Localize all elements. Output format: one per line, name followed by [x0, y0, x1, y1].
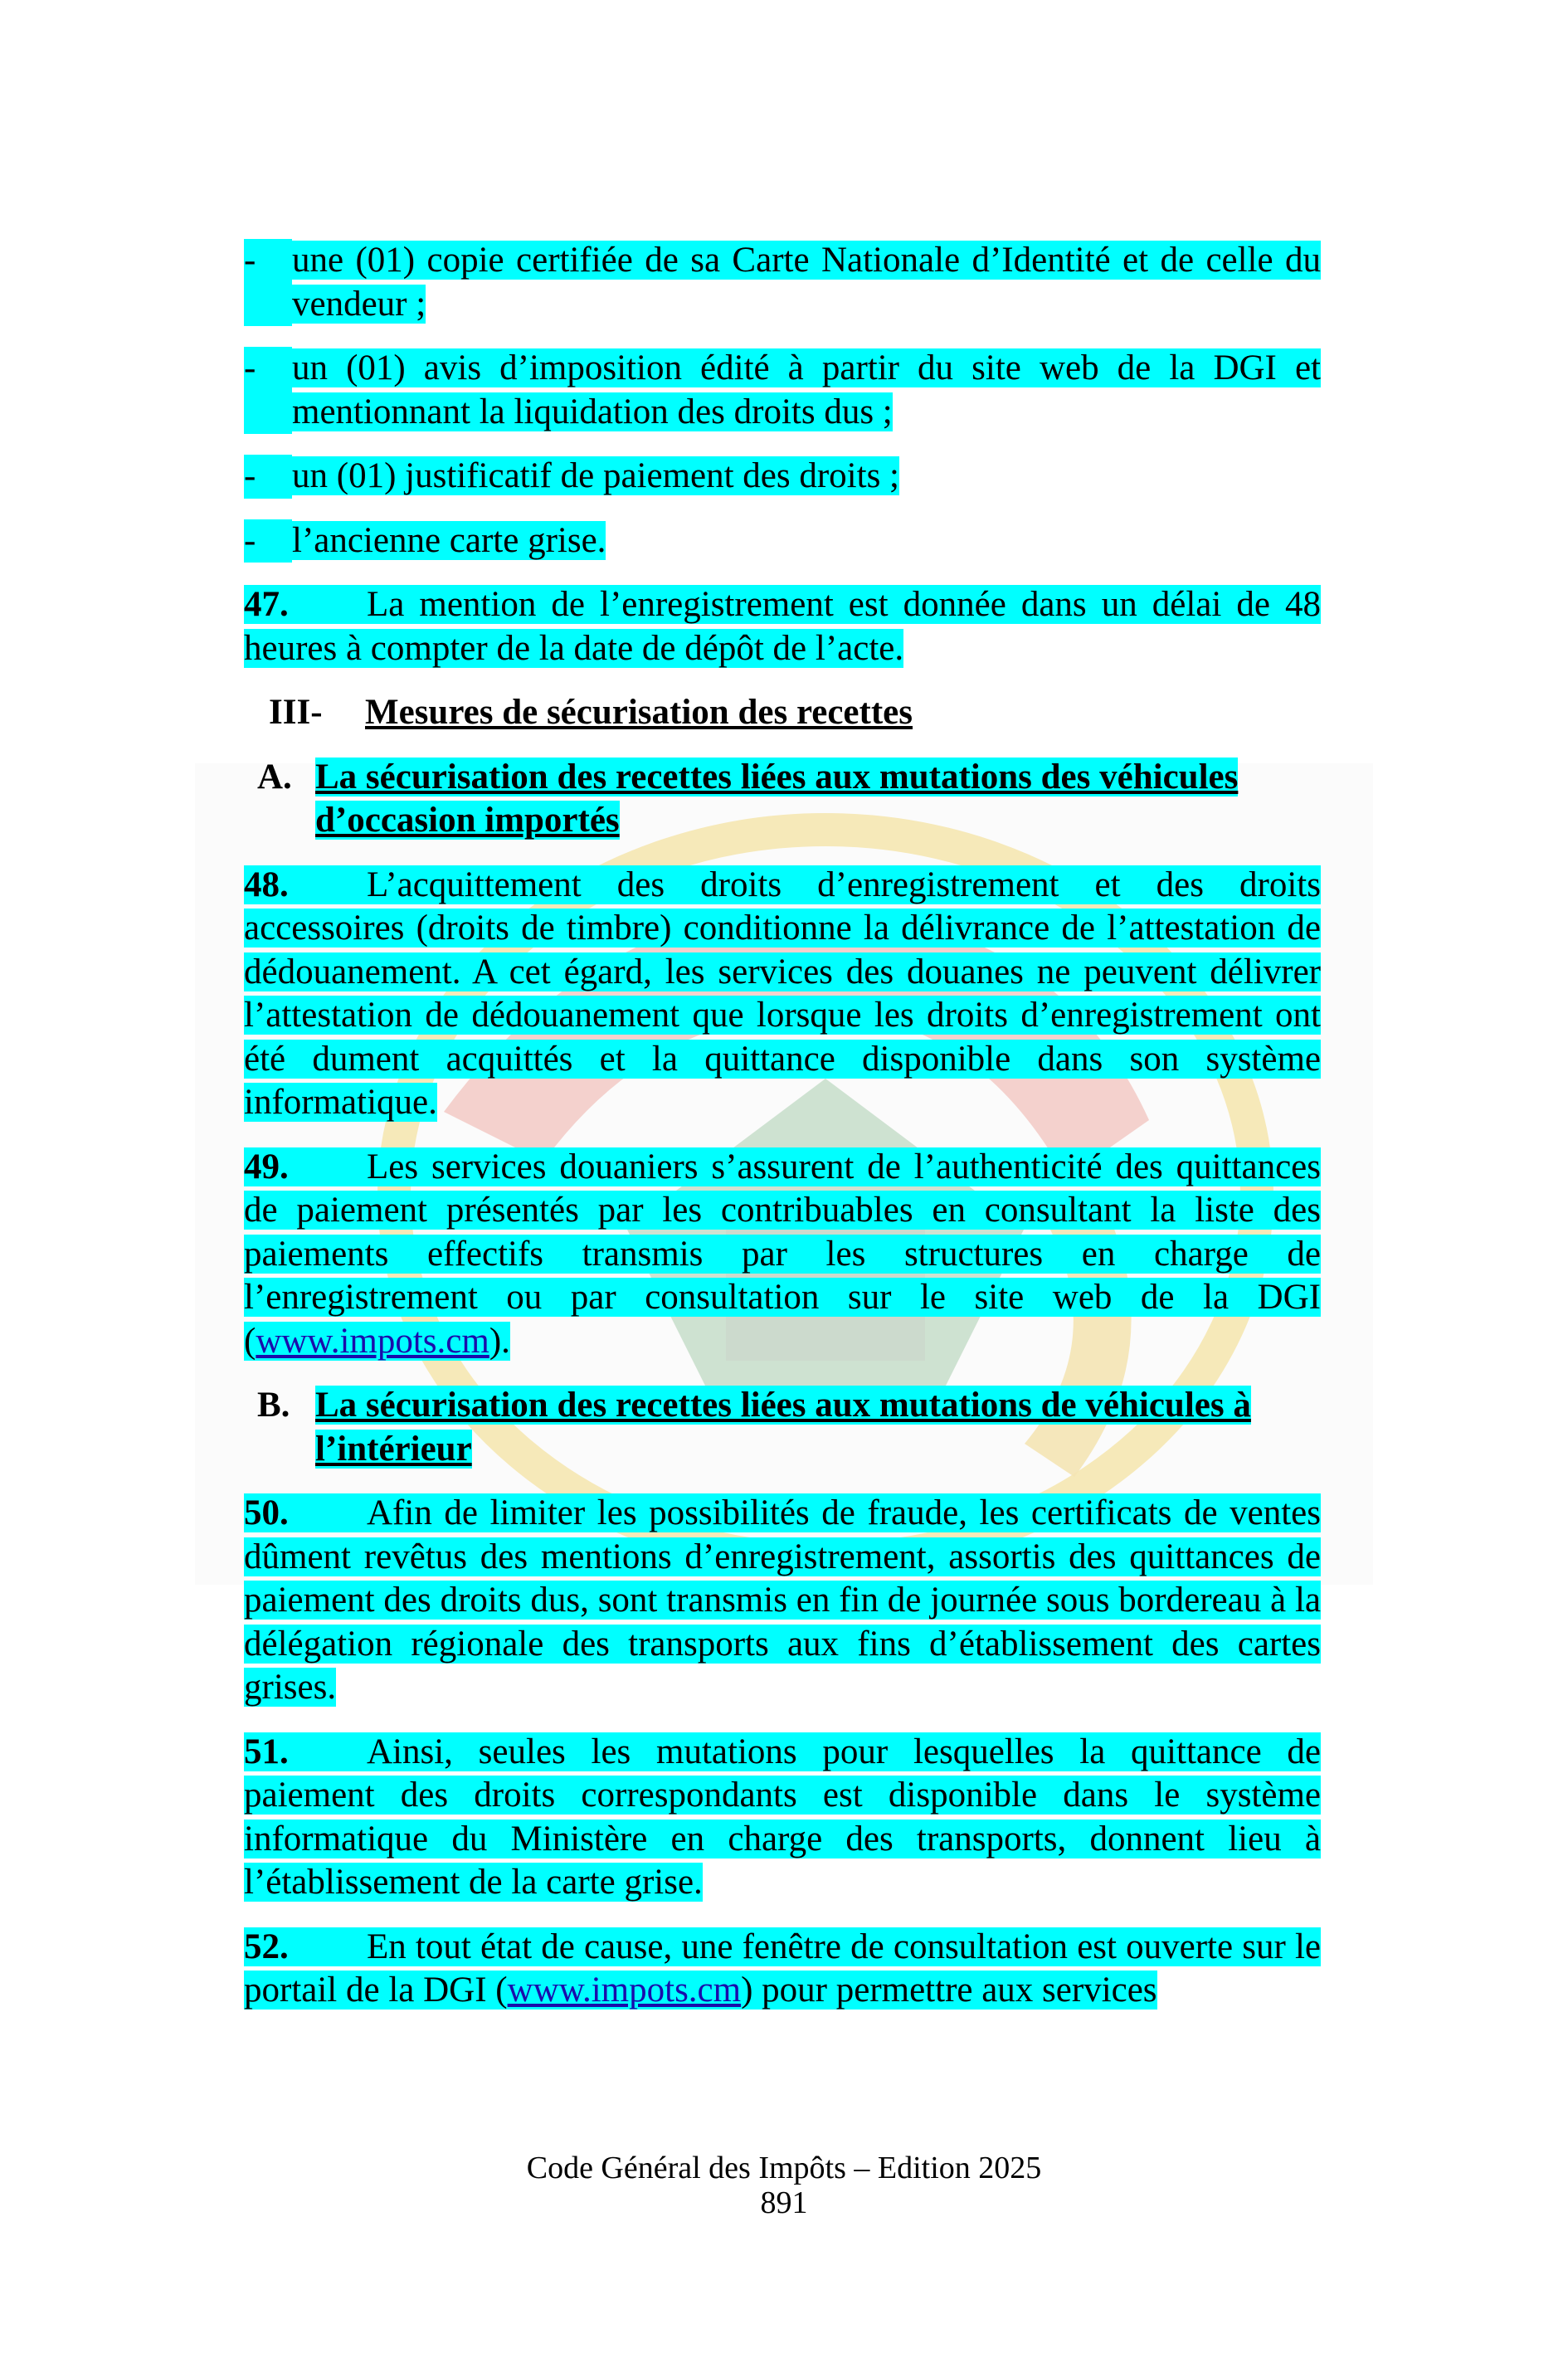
impots-website-link[interactable]: www.impots.cm — [507, 1971, 742, 2010]
paragraph-text: Ainsi, seules les mutations pour lesquelles la quittance de paiement des droits correspondants est disponible dans le système informatique du Ministère en charge des transports, donnent lieu à l’établissement de la carte grise. — [244, 1732, 1321, 1902]
paragraph-50 — [244, 1492, 1321, 1710]
paragraph-number: 49. — [244, 1147, 289, 1186]
paragraph-number: 51. — [244, 1732, 289, 1771]
bullet-text: une (01) copie certifiée de sa Carte Nationale d’Identité et de celle du vendeur ; — [292, 241, 1321, 324]
paragraph-text: L’acquittement des droits d’enregistrement et des droits accessoires (droits de timbre) conditionne la délivrance de l’attestation de dédouanement. A cet égard, les services des douanes ne peuvent délivrer l’attestation de dédouanement que lorsque les droits d’enregistrement ont été dument acquittés et la quittance disponible dans son système informatique. — [244, 865, 1321, 1122]
section-title: Mesures de sécurisation des recettes — [365, 693, 913, 732]
section-heading-b — [244, 1384, 1321, 1471]
list-item — [244, 455, 1321, 499]
paragraph-49 — [244, 1146, 1321, 1364]
section-heading-iii — [244, 691, 1321, 735]
paragraph-number: 48. — [244, 865, 289, 904]
list-item — [244, 519, 1321, 563]
section-title: La sécurisation des recettes liées aux mutations des véhicules d’occasion importés — [315, 757, 1239, 840]
document-body — [244, 239, 1321, 2034]
bullet-text: un (01) justificatif de paiement des droits ; — [292, 456, 900, 495]
paragraph-number: 50. — [244, 1493, 289, 1532]
bullet-text: un (01) avis d’imposition édité à partir du site web de la DGI et mentionnant la liquidation des droits dus ; — [292, 348, 1321, 431]
paragraph-text: La mention de l’enregistrement est donnée dans un délai de 48 heures à compter de la date de dépôt de l’acte. — [244, 585, 1321, 668]
paragraph-number: 52. — [244, 1927, 289, 1966]
paragraph-text-end: ). — [489, 1321, 510, 1361]
bullet-marker: - — [244, 239, 292, 326]
page-number: 891 — [760, 2185, 808, 2220]
paragraph-number: 47. — [244, 585, 289, 624]
paragraph-48 — [244, 864, 1321, 1125]
paragraph-52 — [244, 1926, 1321, 2013]
section-label: A. — [257, 757, 292, 797]
paragraph-51 — [244, 1731, 1321, 1905]
list-item — [244, 239, 1321, 326]
paragraph-text-end: ) pour permettre aux services — [741, 1971, 1157, 2010]
paragraph-text: Les services douaniers s’assurent de l’authenticité des quittances de paiement présentés par les contribuables en consultant la liste des paiements effectifs transmis par les structures en charge de l’enregistrement ou par consultation sur le site web de la DGI ( — [244, 1147, 1321, 1361]
section-label: B. — [257, 1386, 290, 1425]
bullet-marker: - — [244, 455, 292, 499]
section-heading-a — [244, 756, 1321, 843]
section-title: La sécurisation des recettes liées aux mutations de véhicules à l’intérieur — [315, 1386, 1251, 1469]
bullet-text: l’ancienne carte grise. — [292, 520, 606, 560]
impots-website-link[interactable]: www.impots.cm — [256, 1321, 489, 1361]
section-label: III- — [269, 693, 323, 732]
bullet-marker: - — [244, 347, 292, 434]
paragraph-text: Afin de limiter les possibilités de fraude, les certificats de ventes dûment revêtus des mentions d’enregistrement, assortis des quittances de paiement des droits dus, sont transmis en fin de journée sous bordereau à la délégation régionale des transports aux fins d’établissement des cartes grises. — [244, 1493, 1321, 1707]
bullet-marker: - — [244, 519, 292, 563]
paragraph-47 — [244, 583, 1321, 670]
list-item — [244, 347, 1321, 434]
paragraph-text: En tout état de cause, une fenêtre de consultation est ouverte sur le portail de la DGI ( — [244, 1927, 1321, 2010]
footer-title: Code Général des Impôts – Edition 2025 — [526, 2151, 1042, 2185]
page-footer — [0, 2151, 1568, 2220]
